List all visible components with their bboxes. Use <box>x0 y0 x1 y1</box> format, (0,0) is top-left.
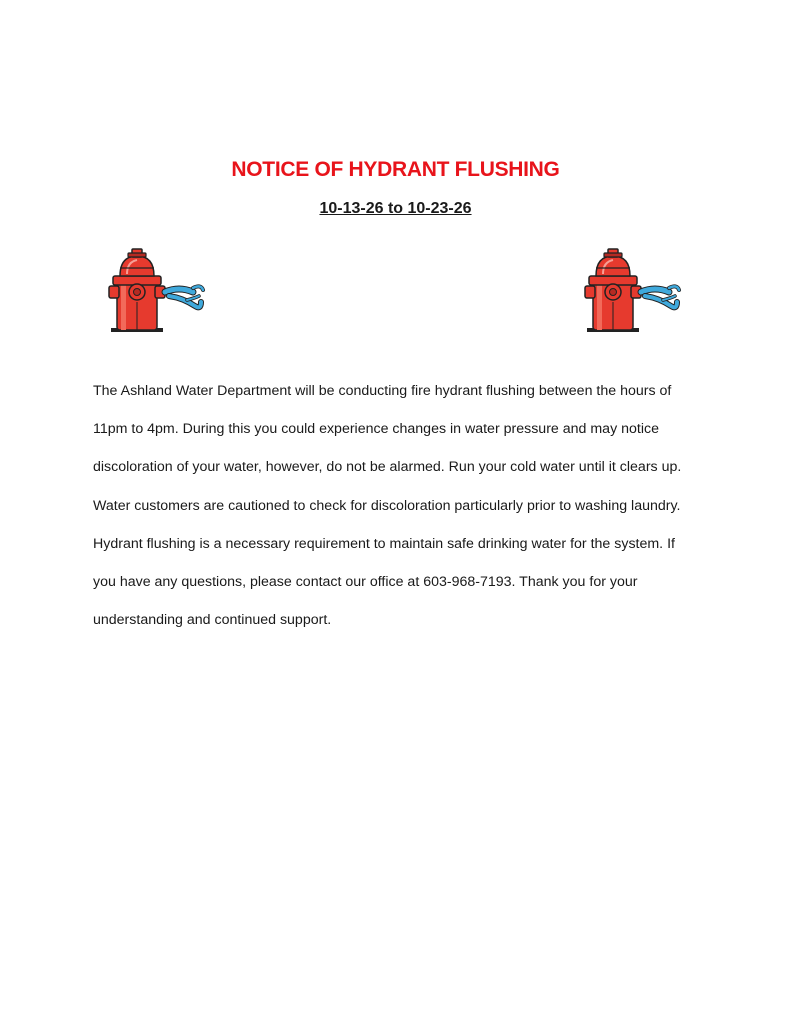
body-line: 11pm to 4pm. During this you could experience changes in water pressure and may notice <box>93 421 659 438</box>
notice-title: NOTICE OF HYDRANT FLUSHING <box>231 158 560 181</box>
notice-body <box>93 372 713 639</box>
body-line: The Ashland Water Department will be conducting fire hydrant flushing between the hours of <box>93 383 672 399</box>
fire-hydrant-icon <box>583 244 683 336</box>
body-line: you have any questions, please contact our office at 603-968-7193. Thank you for your <box>93 574 638 591</box>
body-line: Water customers are cautioned to check for discoloration particularly prior to washing laundry. <box>93 497 681 514</box>
body-line: discoloration of your water, however, do not be alarmed. Run your cold water until it clears up. <box>93 459 682 476</box>
body-line: understanding and continued support. <box>93 612 332 629</box>
body-line: Hydrant flushing is a necessary requirement to maintain safe drinking water for the system. If <box>93 535 675 552</box>
fire-hydrant-icon <box>107 244 207 336</box>
notice-dates: 10-13-26 to 10-23-26 <box>319 200 472 217</box>
